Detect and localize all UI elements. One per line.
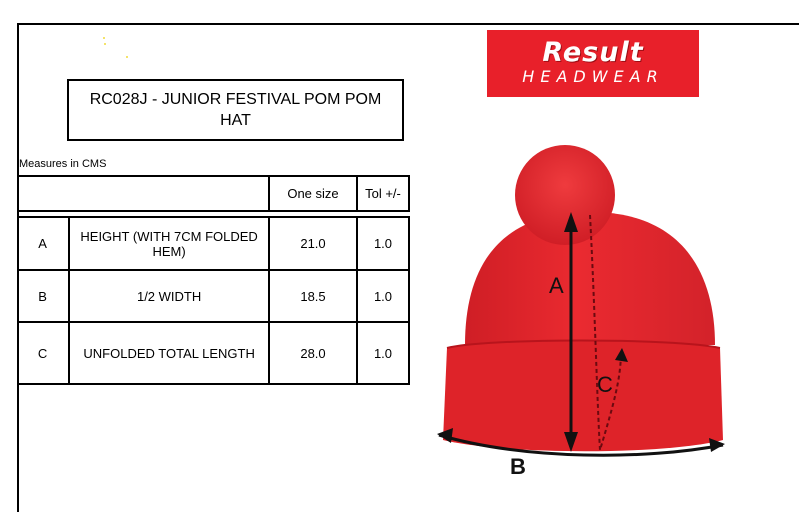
decorative-dots [100, 35, 140, 60]
row-code: A [17, 217, 69, 270]
row-measurement: 1/2 WIDTH [69, 270, 269, 322]
logo-subtitle: HEADWEAR [522, 67, 664, 86]
label-b: B [510, 454, 526, 479]
row-tolerance-value: 1.0 [357, 217, 409, 270]
hat-diagram [425, 140, 735, 485]
logo-brand: Result [542, 37, 644, 68]
header-one-size: One size [269, 176, 357, 211]
label-a: A [549, 273, 564, 298]
row-size-value: 21.0 [269, 217, 357, 270]
row-measurement: HEIGHT (WITH 7CM FOLDED HEM) [69, 217, 269, 270]
row-measurement: UNFOLDED TOTAL LENGTH [69, 322, 269, 384]
product-title-box [67, 79, 404, 141]
row-size-value: 18.5 [269, 270, 357, 322]
label-c: C [597, 372, 613, 397]
table-row [17, 217, 409, 270]
row-tolerance-value: 1.0 [357, 322, 409, 384]
measures-note: Measures in CMS [19, 158, 107, 170]
table-header-row [17, 176, 409, 211]
row-tolerance-value: 1.0 [357, 270, 409, 322]
header-tolerance: Tol +/- [357, 176, 409, 211]
table-row [17, 322, 409, 384]
row-code: C [17, 322, 69, 384]
row-size-value: 28.0 [269, 322, 357, 384]
hat-cuff [443, 341, 723, 452]
product-title: RC028J - JUNIOR FESTIVAL POM POM HAT [89, 91, 382, 129]
measurement-table [17, 175, 410, 385]
row-code: B [17, 270, 69, 322]
result-headwear-logo [487, 30, 699, 97]
table-row [17, 270, 409, 322]
header-blank-cell [17, 176, 269, 211]
